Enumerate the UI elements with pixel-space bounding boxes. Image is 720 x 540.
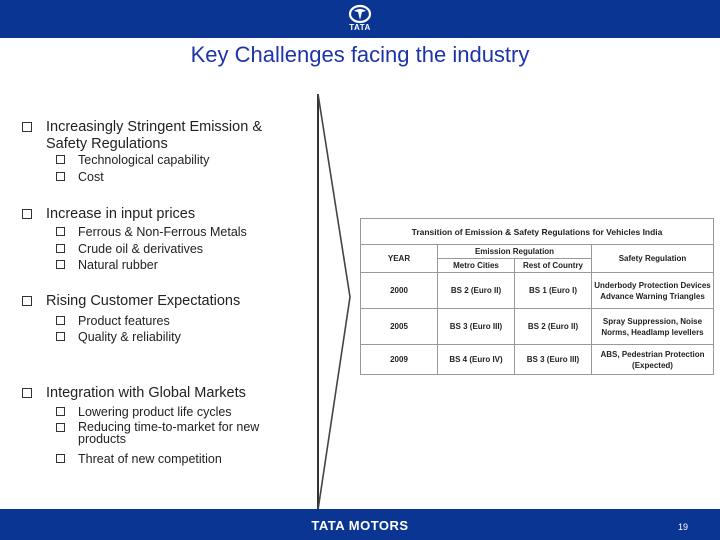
table-row: 2009 BS 4 (Euro IV) BS 3 (Euro III) ABS, Pedestrian Protection (Expected) [361,345,714,375]
header-emission: Emission Regulation [438,245,592,259]
checkbox-bullet-icon [56,407,65,416]
header-metro: Metro Cities [438,259,515,273]
checkbox-bullet-icon [56,155,65,164]
page-number: 19 [677,522,688,532]
table-title: Transition of Emission & Safety Regulations for Vehicles India [361,219,714,245]
chevron-arrow-icon [314,94,358,510]
tata-logo-text: TATA [349,23,371,32]
checkbox-bullet-icon [56,227,65,236]
table-row: 2005 BS 3 (Euro III) BS 2 (Euro II) Spray Suppression, Noise Norms, Headlamp levellers [361,309,714,345]
footer-brand: TATA MOTORS [311,518,409,533]
checkbox-bullet-icon [22,209,32,219]
checkbox-bullet-icon [22,122,32,132]
checkbox-bullet-icon [56,316,65,325]
header-rest: Rest of Country [515,259,592,273]
checkbox-bullet-icon [56,454,65,463]
checkbox-bullet-icon [56,172,65,181]
checkbox-bullet-icon [56,332,65,341]
slide-title: Key Challenges facing the industry [190,42,530,67]
checkbox-bullet-icon [56,260,65,269]
header-year: YEAR [361,245,438,273]
header-safety: Safety Regulation [592,245,714,273]
table-row: 2000 BS 2 (Euro II) BS 1 (Euro I) Underbody Protection Devices Advance Warning Triangles [361,273,714,309]
checkbox-bullet-icon [22,296,32,306]
checkbox-bullet-icon [56,244,65,253]
checkbox-bullet-icon [22,388,32,398]
checkbox-bullet-icon [56,423,65,432]
regulation-table [360,218,714,375]
